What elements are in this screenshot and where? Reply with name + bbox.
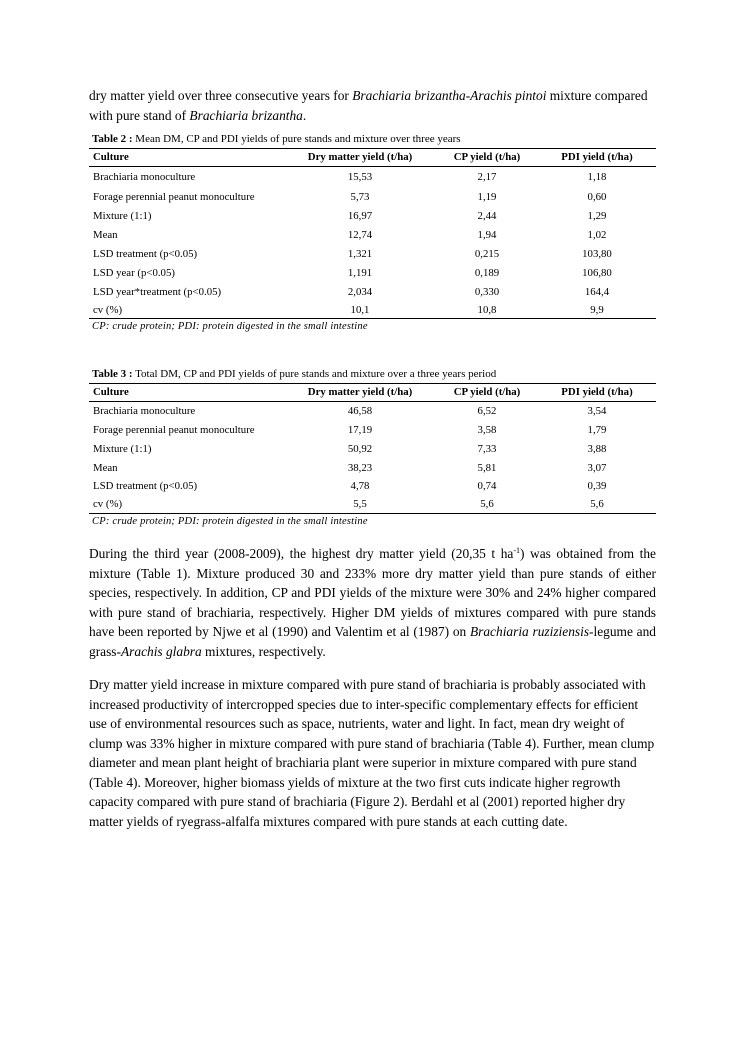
table-cell: 5,6: [436, 496, 538, 514]
table-2-caption-label: Table 2 :: [92, 133, 133, 145]
table-cell: 2,034: [347, 286, 373, 298]
table-cell: 0,215: [474, 248, 500, 260]
table-cell: 1,29: [587, 210, 607, 222]
table-cell: 5,81: [477, 461, 497, 474]
table-row: [89, 440, 656, 459]
table-cell: Mean: [93, 461, 118, 474]
intro-middle: mixture compared with pure stand of: [89, 88, 648, 123]
table-2-caption-text: Mean DM, CP and PDI yields of pure stands and mixture over three years: [132, 133, 461, 145]
table-cell: 10,8: [436, 302, 538, 319]
table-cell: 1,321: [347, 248, 373, 260]
table-2-block: [89, 133, 656, 332]
table-2: [89, 148, 656, 319]
table-row: [89, 226, 656, 245]
table-3-header-row: [89, 384, 656, 402]
table-cell: 1,18: [587, 170, 607, 183]
table-cell: 1,79: [587, 424, 607, 436]
table-row: [89, 402, 656, 421]
table-cell: 9,9: [538, 302, 656, 319]
table-cell: 38,23: [347, 461, 373, 474]
table-2-header-cp: CP yield (t/ha): [436, 149, 538, 167]
table-cell: Forage perennial peanut monoculture: [93, 424, 255, 436]
para1-italic-species-1: Brachiaria ruziziensis: [469, 624, 590, 639]
table-cell: 15,53: [347, 170, 373, 183]
table-row: [89, 264, 656, 283]
table-cell: 106,80: [582, 267, 612, 279]
table-cell: 3,88: [587, 443, 607, 455]
table-row: [89, 477, 656, 496]
table-3-caption-text: Total DM, CP and PDI yields of pure stands and mixture over a three years period: [132, 368, 497, 380]
para1-c: -legume and grass-: [89, 624, 657, 659]
table-3-caption: [92, 368, 656, 380]
intro-species-pure: Brachiaria brizantha: [189, 107, 303, 123]
table-cell: 1,94: [477, 229, 497, 241]
table-row: [89, 283, 656, 302]
table-3-header-cp: CP yield (t/ha): [436, 384, 538, 402]
para1-italic-species-2: Arachis glabra: [120, 643, 202, 659]
table-2-note: CP: crude protein; PDI: protein digested in the small intestine: [92, 321, 368, 332]
table-cell: 12,74: [347, 229, 373, 241]
table-cell: 6,52: [477, 405, 497, 418]
table-cell: Forage perennial peanut monoculture: [93, 190, 255, 203]
discussion-paragraph: Dry matter yield increase in mixture compared with pure stand of brachiaria is probably associated with increased productivity of intercropped species due to inter-specific complementary effects for efficient use of environmental resources such as space, nutrients, water and light. In fact, mean dry weight of clump was 33% higher in mixture compared with pure stand of brachiaria (Table 4). Further, mean clump diameter and mean plant height of brachiaria plant were superior in mixture compared with pure stand (Table 4). Moreover, higher biomass yields of mixture at the two first cuts indicate higher regrowth capacity compared with pure stand of brachiaria (Figure 2). Berdahl et al (2001) reported higher dry matter yields of ryegrass-alfalfa mixtures compared with pure stands at each cutting date.: [89, 677, 655, 829]
table-3-header-pdi: PDI yield (t/ha): [538, 384, 656, 402]
table-cell: LSD year (p<0.05): [93, 267, 175, 279]
table-cell: Brachiaria monoculture: [93, 405, 196, 418]
table-row: [89, 496, 656, 514]
table-cell: 50,92: [347, 443, 373, 455]
intro-suffix: .: [302, 107, 307, 123]
para1-d: mixtures, respectively.: [201, 643, 326, 659]
table-cell: LSD year*treatment (p<0.05): [93, 286, 222, 298]
table-cell: 2,17: [477, 170, 497, 183]
table-cell: 0,74: [477, 480, 497, 492]
table-3-header-culture: Culture: [89, 384, 284, 402]
table-cell: 1,191: [347, 267, 373, 279]
intro-species-mix: Brachiaria brizantha-Arachis pintoi: [352, 88, 547, 103]
table-2-caption: [92, 133, 656, 145]
table-cell: 3,07: [587, 461, 607, 474]
table-cell: 17,19: [347, 424, 373, 436]
table-cell: Brachiaria monoculture: [93, 170, 196, 183]
table-3: [89, 383, 656, 514]
table-cell: 0,189: [474, 267, 500, 279]
table-row: [89, 167, 656, 187]
intro-paragraph: [89, 86, 656, 125]
table-cell: 4,78: [350, 480, 370, 492]
table-cell: 7,33: [477, 443, 497, 455]
table-2-header-dm: Dry matter yield (t/ha): [284, 149, 436, 167]
table-cell: 10,1: [284, 302, 436, 319]
table-cell: 1,19: [477, 190, 497, 203]
table-cell: LSD treatment (p<0.05): [93, 248, 198, 260]
table-3-caption-label: Table 3 :: [92, 368, 133, 380]
table-2-header-pdi: PDI yield (t/ha): [538, 149, 656, 167]
table-cell: Mixture (1:1): [93, 443, 152, 455]
para1-a: During the third year (2008-2009), the highest dry matter yield (20,35 t ha: [89, 546, 514, 561]
document-page: [89, 86, 656, 831]
table-cell: 3,54: [587, 405, 607, 418]
table-cell: 2,44: [477, 210, 497, 222]
table-3-block: [89, 368, 656, 527]
table-row: [89, 459, 656, 477]
results-paragraph: [89, 544, 656, 661]
table-3-note: CP: crude protein; PDI: protein digested in the small intestine: [92, 516, 368, 527]
table-cell: LSD treatment (p<0.05): [93, 480, 198, 492]
table-2-header-culture: Culture: [89, 149, 284, 167]
table-2-header-row: [89, 149, 656, 167]
table-cell: 0,330: [474, 286, 500, 298]
table-cell: 103,80: [582, 248, 612, 260]
table-3-header-dm: Dry matter yield (t/ha): [284, 384, 436, 402]
table-row: [89, 245, 656, 264]
para1-b: ) was obtained from the mixture (Table 1). Mixture produced 30 and 233% more dry matter yield than pure stands of either species, respectively. In addition, CP and PDI yields of the mixture were 30% and 24% higher compared with pure stand of brachiaria, respectively. Higher DM yields of mixtures compared with pure stands have been reported by Njwe et al (1990) and Valentim et al (1987) on: [89, 546, 656, 639]
table-row: [89, 302, 656, 319]
intro-prefix: dry matter yield over three consecutive years for: [89, 88, 353, 103]
table-cell: cv (%): [89, 302, 284, 319]
table-cell: 5,73: [350, 190, 370, 203]
table-cell: cv (%): [89, 496, 284, 514]
table-cell: 5,6: [538, 496, 656, 514]
para1-sup: -1: [513, 546, 521, 555]
table-row: [89, 421, 656, 440]
table-cell: 5,5: [284, 496, 436, 514]
table-cell: 164,4: [584, 286, 610, 298]
table-cell: 16,97: [347, 210, 373, 222]
table-row: [89, 187, 656, 207]
table-cell: Mean: [93, 229, 118, 241]
table-cell: 0,60: [587, 190, 607, 203]
table-cell: Mixture (1:1): [93, 210, 152, 222]
table-cell: 46,58: [347, 405, 373, 418]
table-cell: 3,58: [477, 424, 497, 436]
table-cell: 0,39: [587, 480, 607, 492]
table-row: [89, 207, 656, 226]
table-cell: 1,02: [587, 229, 607, 241]
